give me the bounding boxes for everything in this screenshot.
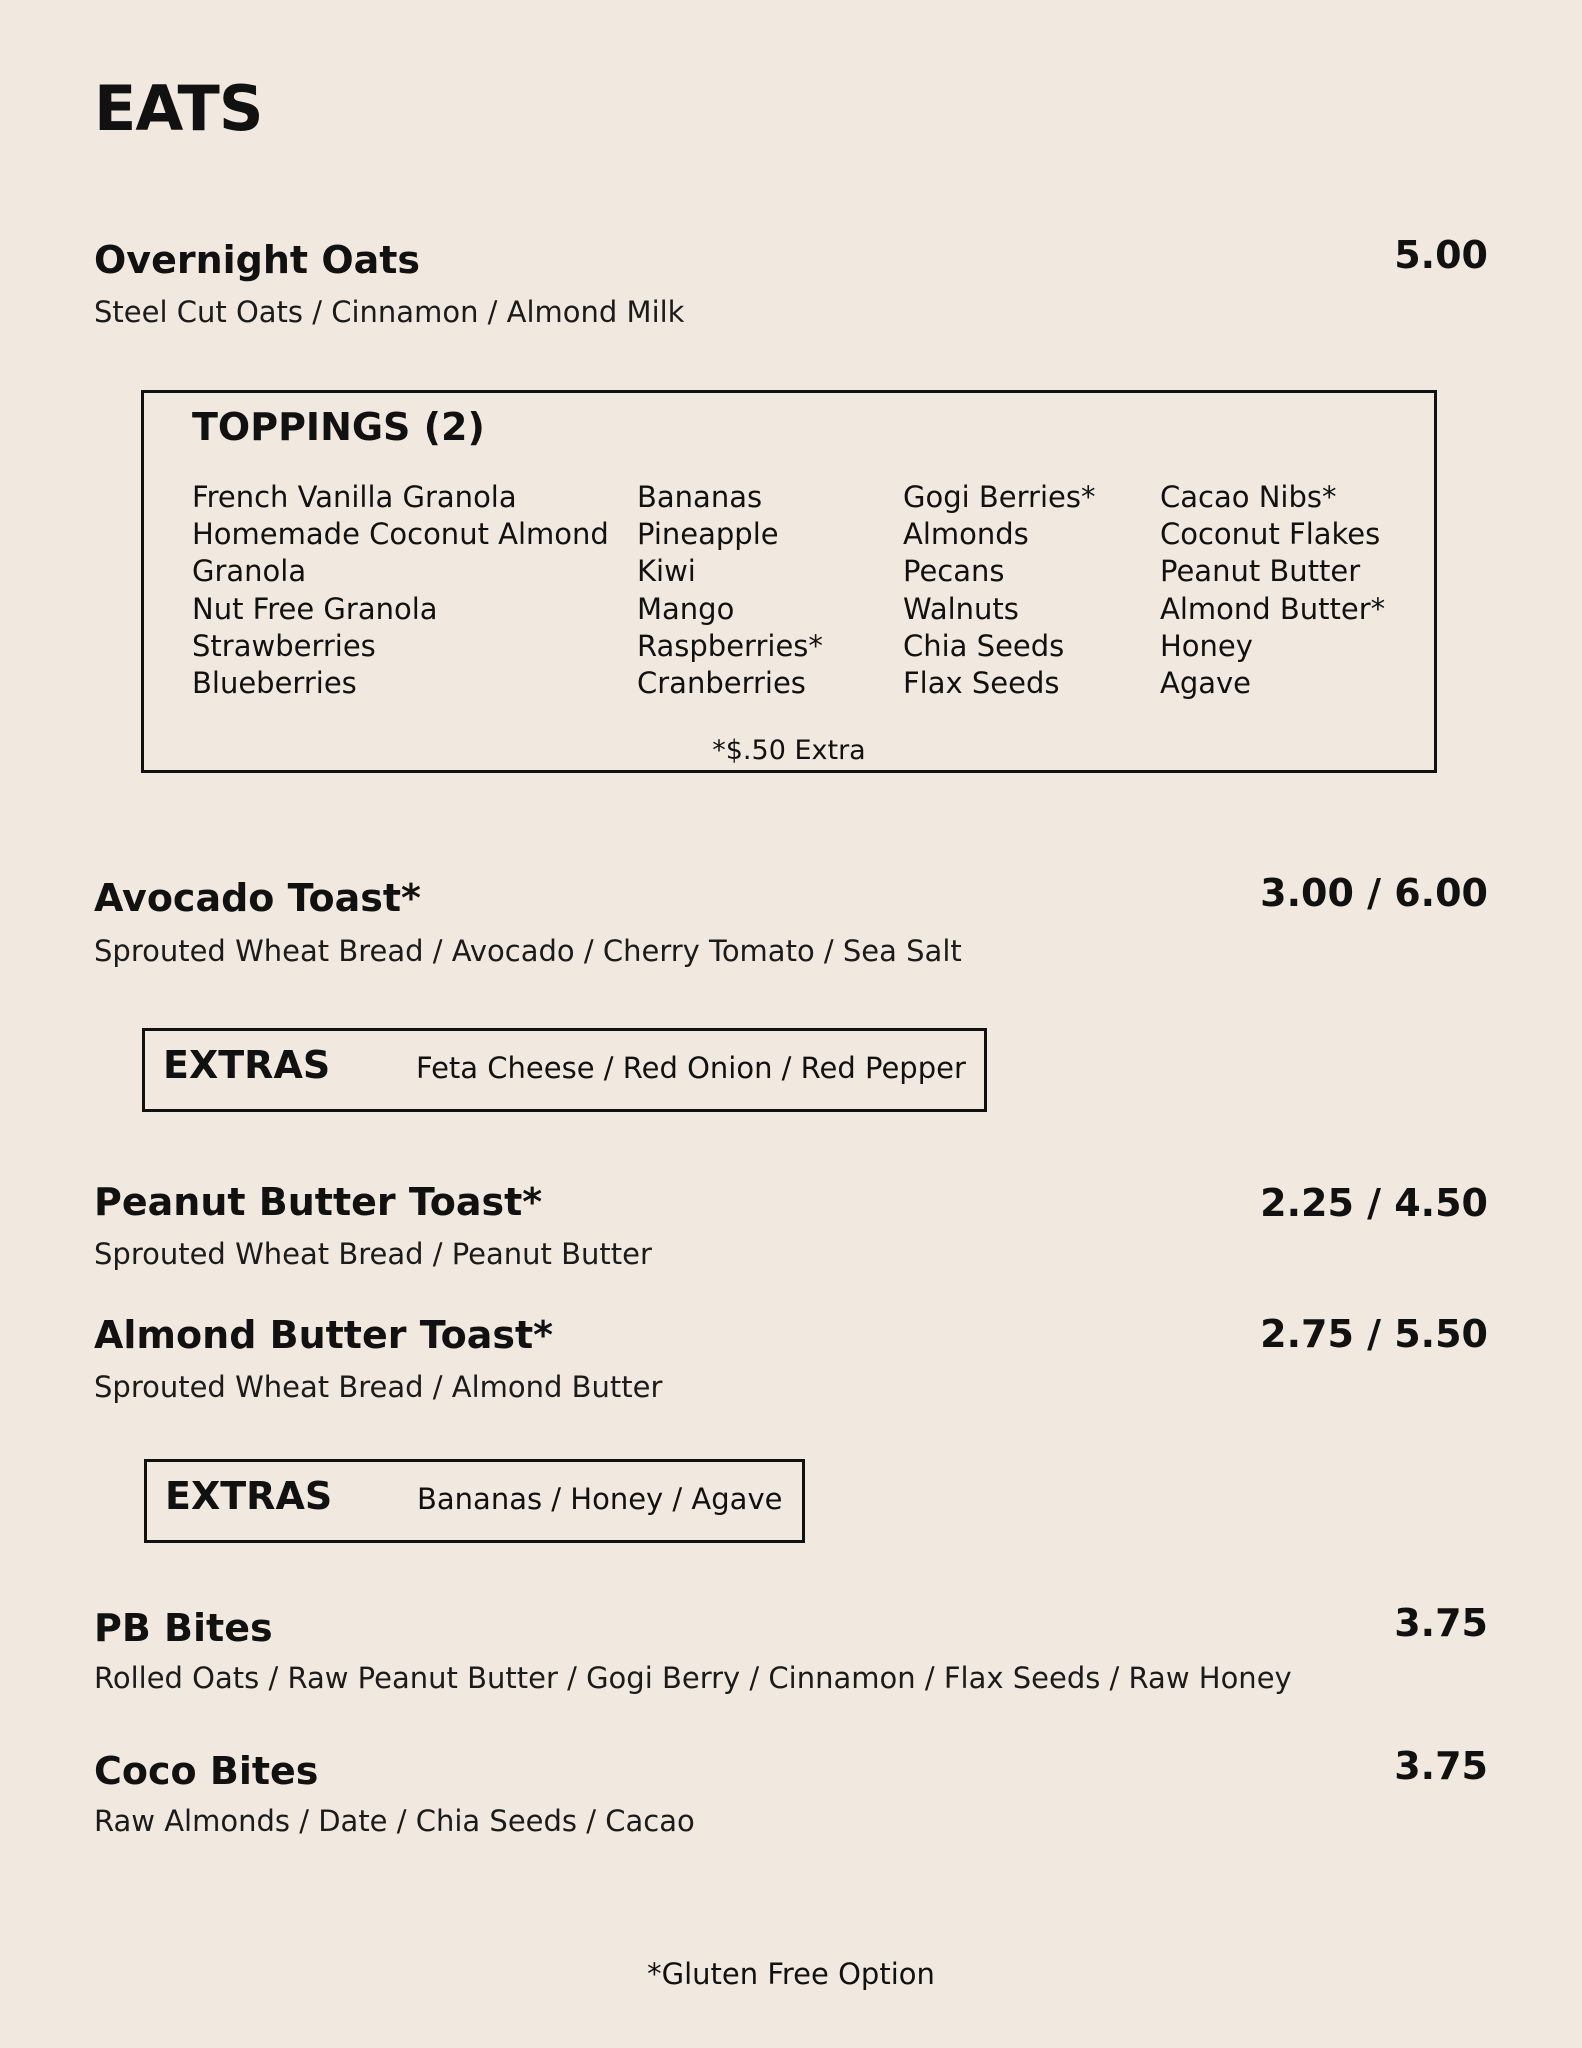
topping-item: French Vanilla Granola [192, 480, 517, 514]
topping-item: Homemade Coconut Almond [192, 517, 609, 552]
item-desc-overnight-oats: Steel Cut Oats / Cinnamon / Almond Milk [94, 295, 685, 329]
item-name-avocado-toast: Avocado Toast* [94, 876, 421, 920]
item-price-overnight-oats: 5.00 [1394, 233, 1488, 277]
topping-item: Almond Butter* [1160, 591, 1386, 626]
extras-label: EXTRAS [163, 1043, 331, 1087]
toppings-box [141, 390, 1437, 773]
toppings-column-1 [192, 479, 609, 702]
toppings-column-4 [1160, 479, 1385, 702]
topping-item: Pecans [903, 554, 1005, 589]
item-price-pb-bites: 3.75 [1394, 1601, 1488, 1645]
topping-item: Chia Seeds [903, 628, 1065, 663]
page-title: EATS [94, 72, 263, 145]
topping-item: Strawberries [192, 628, 376, 663]
item-name-almond-butter-toast: Almond Butter Toast* [94, 1313, 553, 1357]
topping-item: Raspberries* [637, 628, 823, 663]
item-desc-peanut-butter-toast: Sprouted Wheat Bread / Peanut Butter [94, 1237, 652, 1271]
extras-box-avocado [142, 1028, 987, 1112]
topping-item: Agave [1160, 666, 1252, 701]
item-name-pb-bites: PB Bites [94, 1606, 273, 1650]
item-name-coco-bites: Coco Bites [94, 1749, 319, 1793]
toppings-column-3 [903, 479, 1095, 702]
toppings-note: *$.50 Extra [712, 735, 866, 766]
topping-item: Almonds [903, 517, 1029, 552]
gluten-free-note: *Gluten Free Option [647, 1957, 935, 1991]
topping-item: Mango [637, 591, 735, 626]
topping-item: Cacao Nibs* [1160, 480, 1337, 514]
item-name-overnight-oats: Overnight Oats [94, 238, 421, 282]
item-price-peanut-butter-toast: 2.25 / 4.50 [1260, 1181, 1488, 1225]
item-desc-pb-bites: Rolled Oats / Raw Peanut Butter / Gogi Berry / Cinnamon / Flax Seeds / Raw Honey [94, 1661, 1292, 1695]
topping-item: Blueberries [192, 666, 357, 701]
item-price-almond-butter-toast: 2.75 / 5.50 [1260, 1312, 1488, 1356]
topping-item: Nut Free Granola [192, 591, 438, 626]
topping-item: Coconut Flakes [1160, 517, 1381, 552]
topping-item: Peanut Butter [1160, 554, 1361, 589]
topping-item: Honey [1160, 628, 1253, 663]
topping-item: Cranberries [637, 666, 806, 701]
topping-item: Walnuts [903, 591, 1019, 626]
topping-item: Pineapple [637, 517, 779, 552]
toppings-column-2 [637, 479, 823, 702]
item-desc-coco-bites: Raw Almonds / Date / Chia Seeds / Cacao [94, 1804, 695, 1838]
item-price-avocado-toast: 3.00 / 6.00 [1260, 871, 1488, 915]
topping-item: Flax Seeds [903, 666, 1060, 701]
item-name-peanut-butter-toast: Peanut Butter Toast* [94, 1180, 543, 1224]
item-desc-almond-butter-toast: Sprouted Wheat Bread / Almond Butter [94, 1370, 663, 1404]
topping-item: Bananas [637, 480, 763, 514]
extras-items: Bananas / Honey / Agave [417, 1482, 783, 1516]
extras-label: EXTRAS [165, 1474, 333, 1518]
topping-item: Granola [192, 554, 307, 589]
extras-items: Feta Cheese / Red Onion / Red Pepper [416, 1051, 966, 1085]
item-price-coco-bites: 3.75 [1394, 1744, 1488, 1788]
item-desc-avocado-toast: Sprouted Wheat Bread / Avocado / Cherry Tomato / Sea Salt [94, 934, 962, 968]
extras-box-toast [144, 1459, 805, 1543]
toppings-title: TOPPINGS (2) [192, 405, 485, 449]
topping-item: Kiwi [637, 554, 696, 589]
topping-item: Gogi Berries* [903, 480, 1096, 514]
